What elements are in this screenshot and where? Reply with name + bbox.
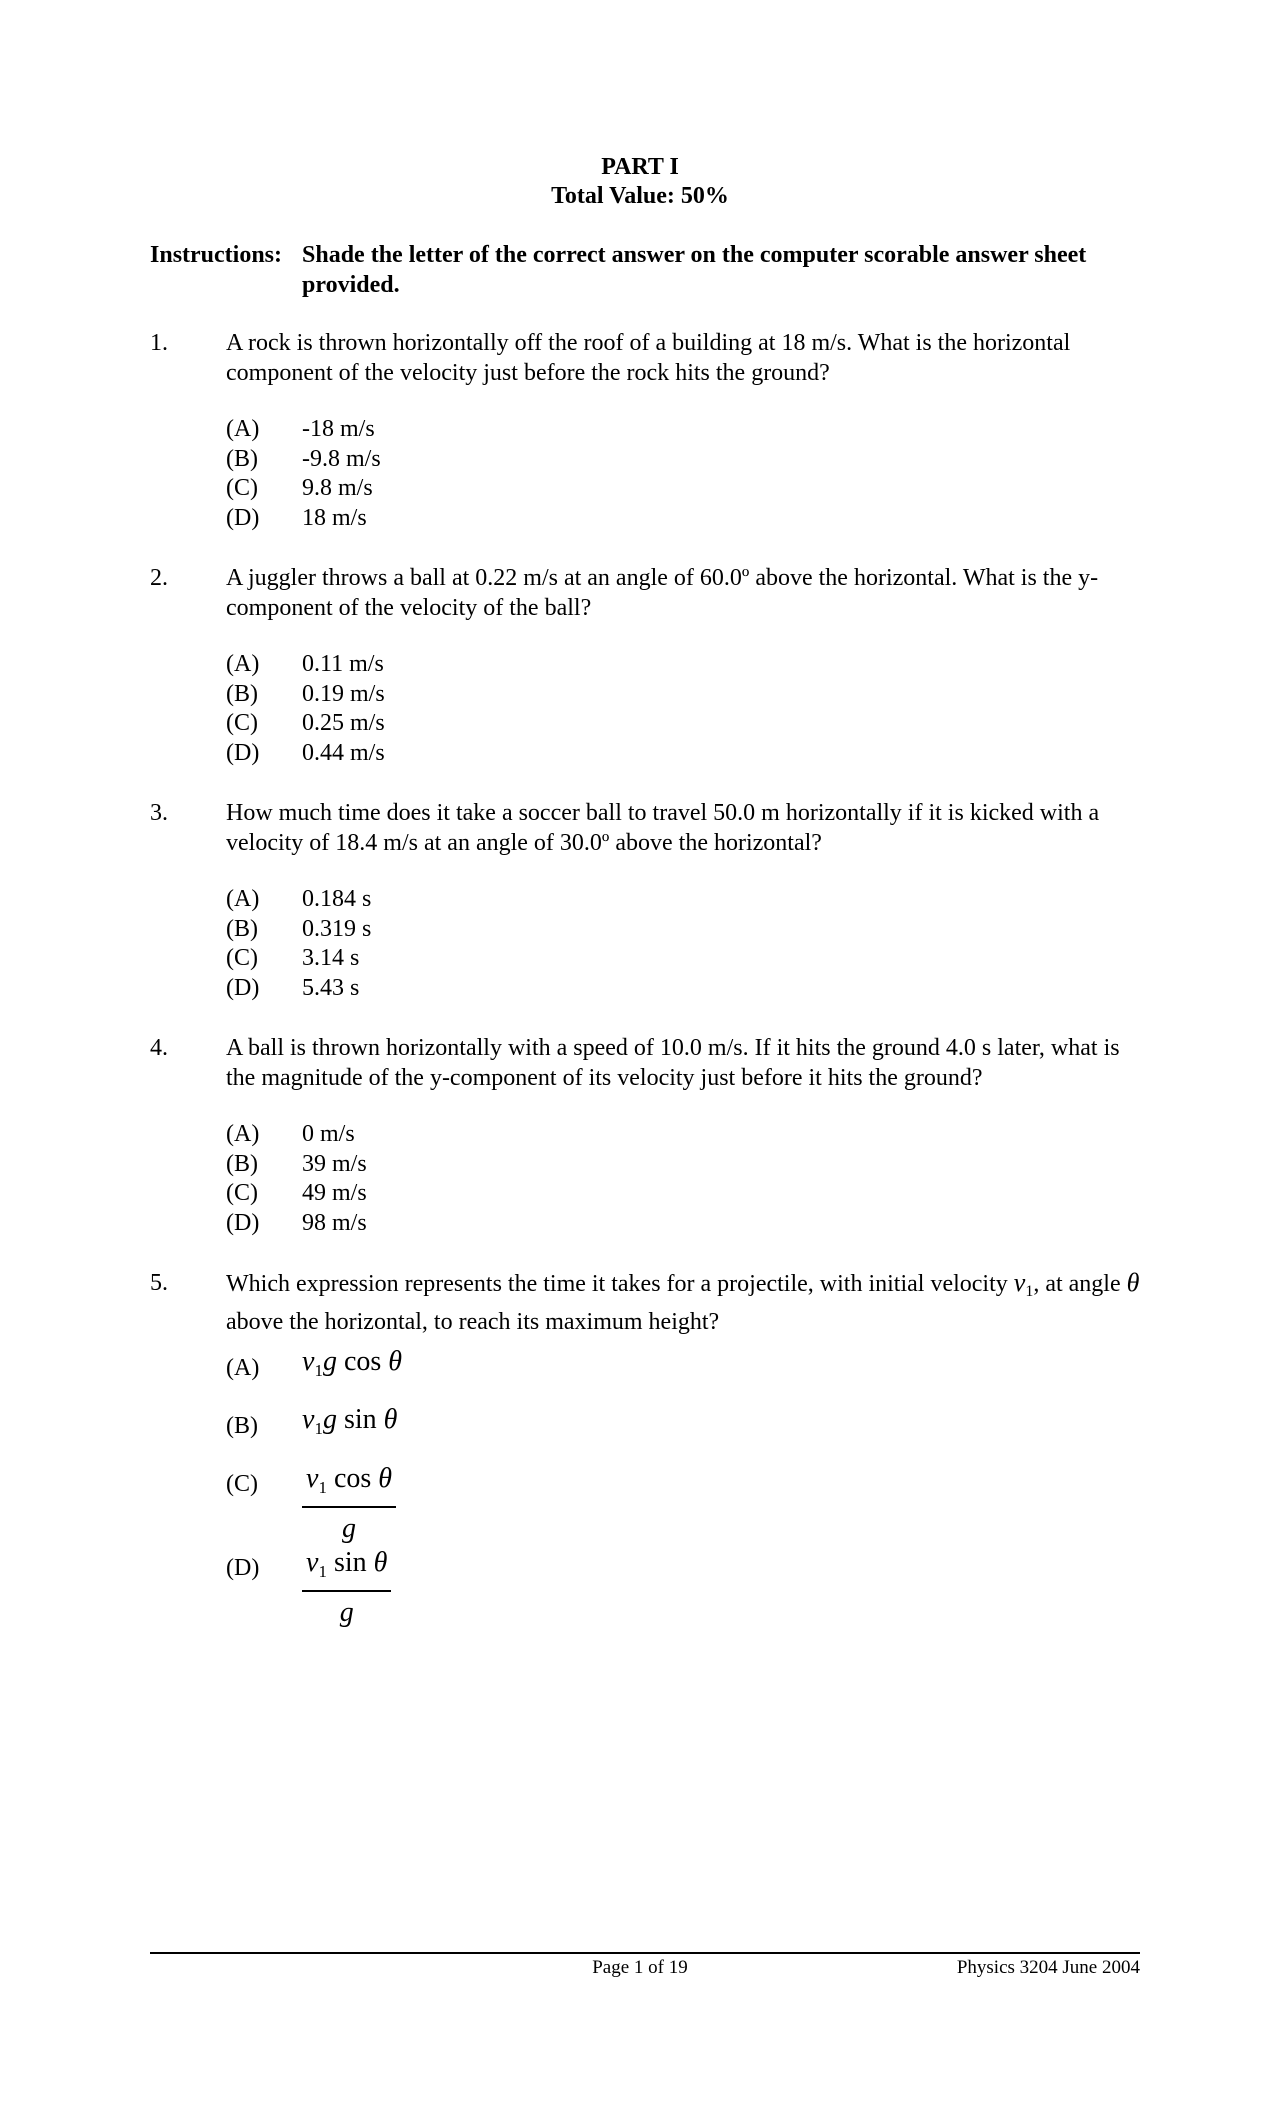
option-d[interactable] — [226, 974, 1140, 1004]
var-theta: θ — [378, 1463, 393, 1494]
option-value: 5.43 s — [302, 974, 360, 1001]
option-b[interactable] — [226, 1150, 1140, 1180]
option-a[interactable] — [226, 1347, 626, 1387]
trig-function: cos — [343, 1346, 382, 1377]
question-number: 2. — [150, 565, 168, 591]
trig-function: cos — [333, 1463, 372, 1494]
option-d[interactable] — [226, 739, 1140, 769]
option-value: 3.14 s — [302, 945, 360, 971]
option-value: 0 m/s — [302, 1121, 355, 1147]
option-letter: (B) — [226, 445, 258, 472]
answer-options — [226, 415, 1140, 533]
var-v: v — [1013, 1268, 1026, 1297]
option-letter: (B) — [226, 1150, 258, 1177]
footer-divider — [150, 1952, 1140, 1954]
answer-options — [226, 1347, 1140, 1647]
option-c[interactable] — [226, 709, 1140, 739]
instructions-text: Shade the letter of the correct answer on the computer scorable answer sheet provided. — [302, 242, 1087, 298]
option-expression — [302, 1405, 397, 1444]
var-sub: 1 — [1025, 1283, 1034, 1300]
question-text — [226, 1268, 1140, 1337]
option-letter: (C) — [226, 710, 258, 736]
var-v: v — [306, 1547, 319, 1578]
var-sub: 1 — [318, 1478, 327, 1497]
answer-options — [226, 650, 1140, 768]
question-number: 4. — [150, 1035, 168, 1061]
option-c[interactable] — [226, 1179, 1140, 1209]
answer-options — [226, 885, 1140, 1003]
option-letter: (A) — [226, 1355, 260, 1381]
var-g: g — [322, 1404, 337, 1435]
option-value: 39 m/s — [302, 1150, 367, 1177]
fraction-numerator — [302, 1463, 396, 1508]
answer-options — [226, 1120, 1140, 1238]
option-letter: (C) — [226, 475, 258, 501]
var-v: v — [302, 1346, 315, 1377]
option-letter: (B) — [226, 915, 258, 942]
var-theta: θ — [388, 1346, 403, 1377]
option-letter: (A) — [226, 416, 260, 442]
theta-symbol: θ — [1126, 1268, 1140, 1297]
var-theta: θ — [373, 1547, 388, 1578]
var-sub: 1 — [314, 1361, 323, 1380]
trig-function: sin — [343, 1404, 377, 1435]
option-value: 9.8 m/s — [302, 475, 373, 501]
option-d[interactable] — [226, 504, 1140, 534]
question-text: A juggler throws a ball at 0.22 m/s at an angle of 60.0º above the horizontal. What is the y-component of the velocity of the ball? — [226, 565, 1099, 621]
question-4 — [150, 1033, 1140, 1238]
instructions-label: Instructions: — [150, 242, 283, 268]
option-fraction — [302, 1547, 391, 1634]
var-sub: 1 — [314, 1419, 323, 1438]
option-letter: (A) — [226, 886, 260, 912]
option-letter: (A) — [226, 1121, 260, 1147]
option-value: 0.319 s — [302, 915, 372, 942]
option-b[interactable] — [226, 915, 1140, 945]
fraction-denominator: g — [342, 1513, 357, 1544]
option-value: 49 m/s — [302, 1180, 367, 1206]
question-number: 5. — [150, 1270, 168, 1296]
option-letter: (D) — [226, 1555, 260, 1581]
option-letter: (B) — [226, 680, 258, 707]
page-number: Page 1 of 19 — [592, 1957, 688, 1978]
question-number: 3. — [150, 800, 168, 826]
option-letter: (C) — [226, 1180, 258, 1206]
question-text-part: Which expression represents the time it takes for a projectile, with initial velocity — [226, 1271, 1008, 1297]
velocity-symbol — [1013, 1268, 1034, 1300]
option-value: 98 m/s — [302, 1209, 367, 1236]
option-value: 0.19 m/s — [302, 680, 385, 707]
var-sub: 1 — [318, 1562, 327, 1581]
total-value: Total Value: 50% — [551, 183, 729, 209]
option-letter: (D) — [226, 974, 260, 1001]
footer-course-label: Physics 3204 June 2004 — [956, 1957, 1140, 1978]
question-2 — [150, 563, 1140, 768]
option-letter: (C) — [226, 1471, 258, 1497]
option-c[interactable] — [226, 474, 1140, 504]
option-value: -18 m/s — [302, 416, 375, 442]
var-theta: θ — [383, 1404, 398, 1435]
option-letter: (D) — [226, 739, 260, 766]
var-g: g — [322, 1346, 337, 1377]
option-letter: (D) — [226, 504, 260, 531]
part-title: PART I — [601, 154, 679, 180]
option-b[interactable] — [226, 680, 1140, 710]
option-value: 0.184 s — [302, 886, 372, 912]
option-expression — [302, 1347, 402, 1386]
var-v: v — [306, 1463, 319, 1494]
option-value: 0.11 m/s — [302, 651, 384, 677]
question-text: A rock is thrown horizontally off the roof of a building at 18 m/s. What is the horizontal component of the velocity just before the rock hits the ground? — [226, 330, 1071, 386]
fraction-numerator — [302, 1547, 391, 1592]
option-a[interactable] — [226, 415, 1140, 445]
option-a[interactable] — [226, 885, 1140, 915]
option-letter: (D) — [226, 1209, 260, 1236]
question-text: How much time does it take a soccer ball to travel 50.0 m horizontally if it is kicked with a velocity of 18.4 m/s at an angle of 30.0º above the horizontal? — [226, 800, 1100, 856]
option-a[interactable] — [226, 650, 1140, 680]
option-b[interactable] — [226, 1405, 626, 1445]
question-text-part: above the horizontal, to reach its maximum height? — [226, 1309, 720, 1335]
option-value: 0.44 m/s — [302, 739, 385, 766]
option-letter: (C) — [226, 945, 258, 971]
option-value: 18 m/s — [302, 504, 367, 531]
option-value: 0.25 m/s — [302, 710, 385, 736]
option-d[interactable] — [226, 1547, 626, 1627]
option-value: -9.8 m/s — [302, 445, 381, 472]
option-d[interactable] — [226, 1209, 1140, 1239]
var-v: v — [302, 1404, 315, 1435]
fraction-denominator: g — [339, 1597, 354, 1628]
instructions — [150, 240, 1140, 300]
option-b[interactable] — [226, 445, 1140, 475]
question-text-part: , at angle — [1033, 1271, 1121, 1297]
question-number: 1. — [150, 330, 168, 356]
option-a[interactable] — [226, 1120, 1140, 1150]
option-letter: (B) — [226, 1413, 258, 1439]
trig-function: sin — [333, 1547, 367, 1578]
question-5 — [150, 1268, 1140, 1647]
question-text: A ball is thrown horizontally with a speed of 10.0 m/s. If it hits the ground 4.0 s later, what is the magnitude of the y-component of its velocity just before it hits the ground? — [226, 1035, 1120, 1091]
option-letter: (A) — [226, 651, 260, 677]
option-fraction — [302, 1463, 396, 1550]
option-c[interactable] — [226, 1463, 626, 1543]
question-3 — [150, 798, 1140, 1003]
option-c[interactable] — [226, 944, 1140, 974]
question-1 — [150, 328, 1140, 533]
